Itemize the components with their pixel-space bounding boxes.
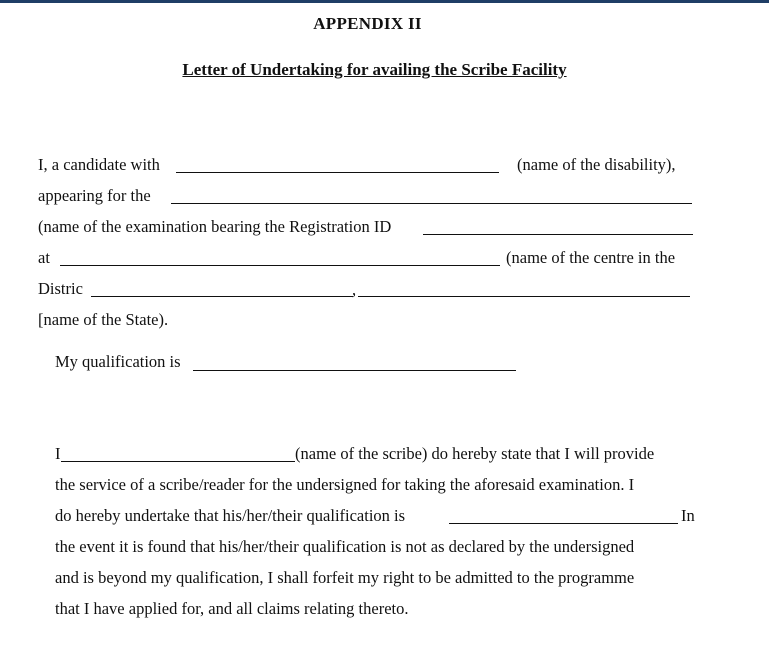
candidate-line4-label: at (38, 248, 50, 267)
qualification-field[interactable] (193, 370, 516, 371)
district-comma: , (352, 280, 357, 299)
scribe-line3-suffix: In (681, 506, 695, 525)
district-field[interactable] (91, 296, 353, 297)
scribe-line3-label: do hereby undertake that his/her/their qualification is (55, 506, 406, 525)
candidate-line6-text: [name of the State). (38, 310, 169, 329)
qualification-label: My qualification is (55, 352, 181, 371)
candidate-line3-label: (name of the examination bearing the Registration ID (38, 217, 392, 236)
centre-field[interactable] (60, 265, 500, 266)
document-title: APPENDIX II (313, 14, 422, 33)
disability-field[interactable] (176, 172, 499, 173)
candidate-line1-label: I, a candidate with (38, 155, 160, 174)
scribe-line2: the service of a scribe/reader for the undersigned for taking the aforesaid examination. I (55, 475, 635, 494)
registration-id-field[interactable] (423, 234, 693, 235)
candidate-line1-suffix: (name of the disability), (517, 155, 676, 174)
candidate-line5-label: Distric (38, 279, 83, 298)
candidate-line4-suffix: (name of the centre in the (506, 248, 676, 267)
scribe-line6: that I have applied for, and all claims relating thereto. (55, 599, 409, 618)
examination-field[interactable] (171, 203, 692, 204)
candidate-line2-label: appearing for the (38, 186, 151, 205)
scribe-qualification-field[interactable] (449, 523, 678, 524)
scribe-line5: and is beyond my qualification, I shall forfeit my right to be admitted to the programme (55, 568, 635, 587)
scribe-name-field[interactable] (61, 461, 295, 462)
state-field[interactable] (358, 296, 690, 297)
scribe-line1-label: I (55, 444, 61, 463)
document-subtitle: Letter of Undertaking for availing the Scribe Facility (182, 60, 567, 79)
scribe-line1-suffix: (name of the scribe) do hereby state that I will provide (295, 444, 655, 463)
top-border (0, 0, 769, 3)
scribe-line4: the event it is found that his/her/their qualification is not as declared by the undersigned (55, 537, 635, 556)
